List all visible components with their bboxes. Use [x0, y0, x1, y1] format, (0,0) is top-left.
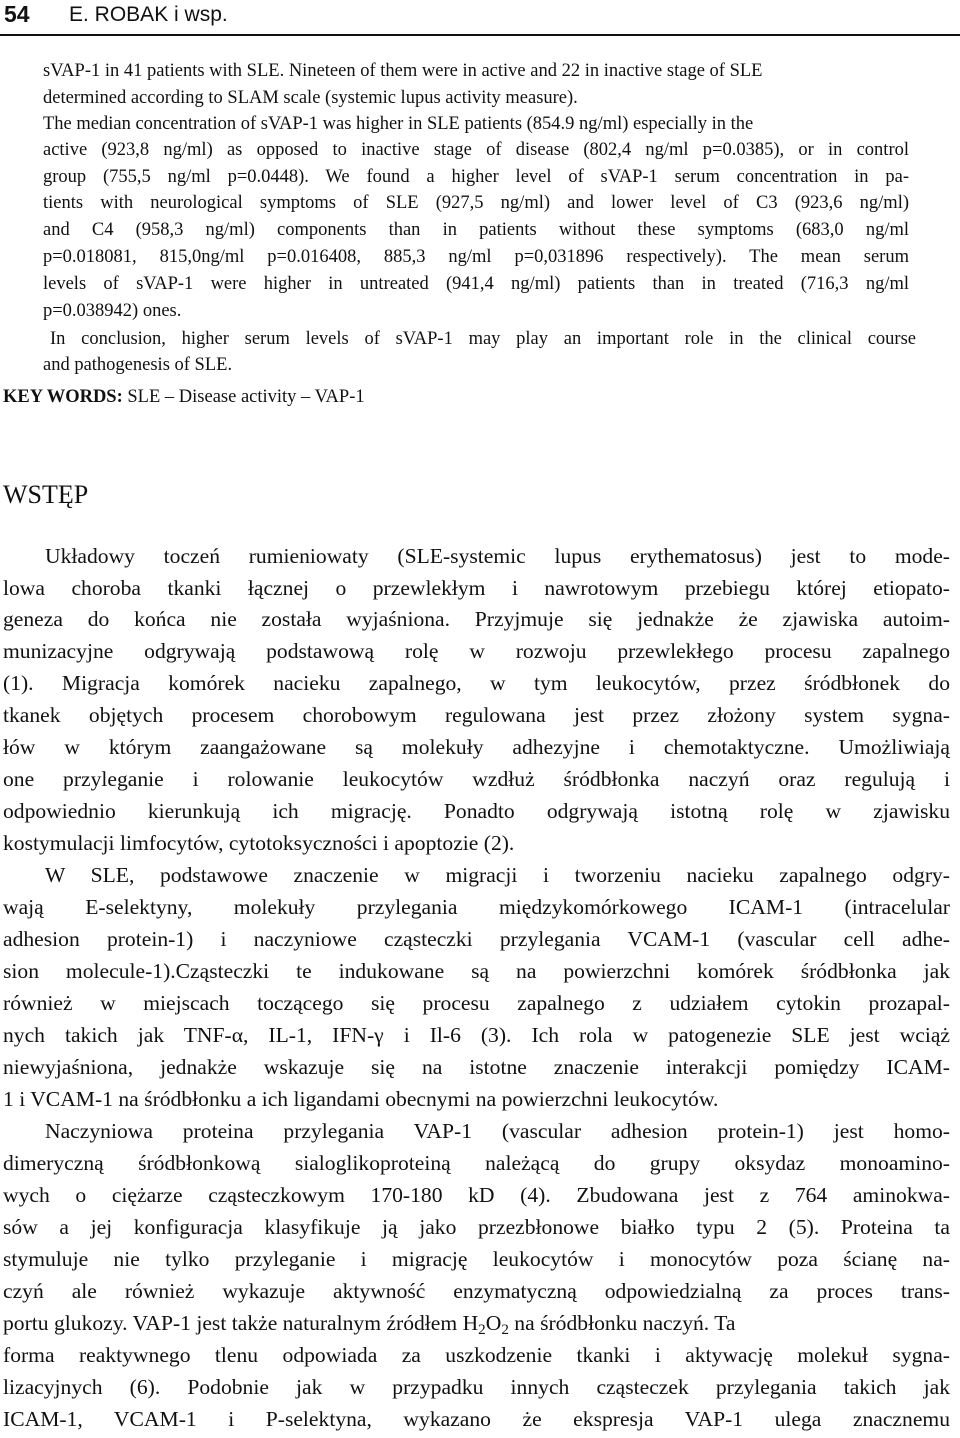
running-header	[0, 0, 960, 34]
body-line: forma reaktywnego tlenu odpowiada za uszkodzenie tkanki i aktywację molekuł sygna-	[3, 1343, 950, 1367]
keywords-label: KEY WORDS:	[3, 387, 123, 407]
body-line: W SLE, podstawowe znaczenie w migracji i tworzeniu nacieku zapalnego odgry-	[45, 863, 950, 887]
body-line: nych takich jak TNF-α, IL-1, IFN-γ i Il-6 (3). Ich rola w patogenezie SLE jest wciąż	[3, 1023, 950, 1047]
abstract-line: and C4 (958,3 ng/ml) components than in patients without these symptoms (683,0 ng/ml	[43, 220, 909, 240]
abstract-line: sVAP-1 in 41 patients with SLE. Nineteen of them were in active and 22 in inactive stage of SLE	[43, 61, 763, 81]
body-line: adhesion protein-1) i naczyniowe cząsteczki przylegania VCAM-1 (vascular cell adhe-	[3, 927, 950, 951]
keywords-line	[3, 387, 365, 408]
body-line-part: portu glukozy. VAP-1 jest także naturalnym źródłem H	[3, 1311, 479, 1335]
body-line: Układowy toczeń rumieniowaty (SLE-systemic lupus erythematosus) jest to mode-	[45, 544, 950, 568]
abstract-line: levels of sVAP-1 were higher in untreated (941,4 ng/ml) patients than in treated (716,3 ng/ml	[43, 274, 909, 294]
body-line: Naczyniowa proteina przylegania VAP-1 (vascular adhesion protein-1) jest homo-	[45, 1119, 950, 1143]
body-line: 1 i VCAM-1 na śródbłonku a ich ligandami obecnymi na powierzchni leukocytów.	[3, 1087, 719, 1111]
abstract-line: In conclusion, higher serum levels of sVAP-1 may play an important role in the clinical course	[50, 329, 916, 349]
keywords-text: SLE – Disease activity – VAP-1	[122, 387, 365, 407]
body-line: sion molecule-1).Cząsteczki te indukowane są na powierzchni komórek śródbłonka jak	[3, 959, 950, 983]
body-line: stymuluje nie tylko przyleganie i migrację leukocytów i monocytów poza ścianę na-	[3, 1247, 950, 1271]
abstract-line: p=0.038942) ones.	[43, 301, 182, 321]
body-line: ICAM-1, VCAM-1 i P-selektyna, wykazano że ekspresja VAP-1 ulega znacznemu	[3, 1407, 950, 1431]
body-line: (1). Migracja komórek nacieku zapalnego, w tym leukocytów, przez śródbłonek do	[3, 671, 950, 695]
body-line: odpowiednio kierunkują ich migrację. Ponadto odgrywają istotną rolę w zjawisku	[3, 799, 950, 823]
body-line: tkanek objętych procesem chorobowym regulowana jest przez złożony system sygna-	[3, 703, 950, 727]
abstract-line: tients with neurological symptoms of SLE (927,5 ng/ml) and lower level of C3 (923,6 ng/ml)	[43, 193, 909, 213]
body-line: wają E-selektyny, molekuły przylegania międzykomórkowego ICAM-1 (intracelular	[3, 895, 950, 919]
body-line: lowa choroba tkanki łącznej o przewlekłym i nawrotowym przebiegu której etiopato-	[3, 576, 950, 600]
body-line: sów a jej konfiguracja klasyfikuje ją jako przezbłonowe białko typu 2 (5). Proteina ta	[3, 1215, 950, 1239]
abstract-line: determined according to SLAM scale (systemic lupus activity measure).	[43, 88, 578, 108]
abstract-line: The median concentration of sVAP-1 was higher in SLE patients (854.9 ng/ml) especially in the	[43, 114, 754, 134]
section-heading: WSTĘP	[3, 480, 89, 509]
body-line: munizacyjne odgrywają podstawową rolę w rozwoju przewlekłego procesu zapalnego	[3, 639, 950, 663]
body-line: lizacyjnych (6). Podobnie jak w przypadku innych cząsteczek przylegania takich jak	[3, 1375, 950, 1399]
body-line: czyń ale również wykazuje aktywność enzymatyczną odpowiedzialną za proces trans-	[3, 1279, 950, 1303]
abstract-line: group (755,5 ng/ml p=0.0448). We found a higher level of sVAP-1 serum concentration in pa-	[43, 167, 909, 187]
body-line-part: na śródbłonku naczyń. Ta	[508, 1311, 736, 1335]
body-line: dimeryczną śródbłonkową sialoglikoproteiną należącą do grupy oksydaz monoamino-	[3, 1151, 950, 1175]
subscript: 2	[478, 1321, 486, 1338]
body-line: kostymulacji limfocytów, cytotoksyczności i apoptozie (2).	[3, 831, 515, 855]
header-rule	[0, 34, 960, 36]
abstract-line: and pathogenesis of SLE.	[43, 355, 233, 375]
body-line-with-formula	[3, 1311, 950, 1336]
body-line: geneza do końca nie została wyjaśniona. Przyjmuje się jednakże że zjawiska autoim-	[3, 607, 950, 631]
body-line-part: O	[485, 1311, 502, 1335]
abstract-line: active (923,8 ng/ml) as opposed to inactive stage of disease (802,4 ng/ml p=0.0385), or in control	[43, 140, 909, 160]
running-head: E. ROBAK i wsp.	[69, 3, 228, 26]
body-line: również w miejscach toczącego się procesu zapalnego z udziałem cytokin prozapal-	[3, 991, 950, 1015]
body-line: łów w którym zaangażowane są molekuły adhezyjne i chemotaktyczne. Umożliwiają	[3, 735, 950, 759]
body-line: one przyleganie i rolowanie leukocytów wzdłuż śródbłonka naczyń oraz regulują i	[3, 767, 950, 791]
body-line: wych o ciężarze cząsteczkowym 170-180 kD (4). Zbudowana jest z 764 aminokwa-	[3, 1183, 950, 1207]
page-number: 54	[4, 1, 30, 27]
body-line: niewyjaśniona, jednakże wskazuje się na istotne znaczenie interakcji pomiędzy ICAM-	[3, 1055, 950, 1079]
abstract-line: p=0.018081, 815,0ng/ml p=0.016408, 885,3 ng/ml p=0,031896 respectively). The mean serum	[43, 247, 909, 267]
subscript: 2	[501, 1321, 509, 1338]
